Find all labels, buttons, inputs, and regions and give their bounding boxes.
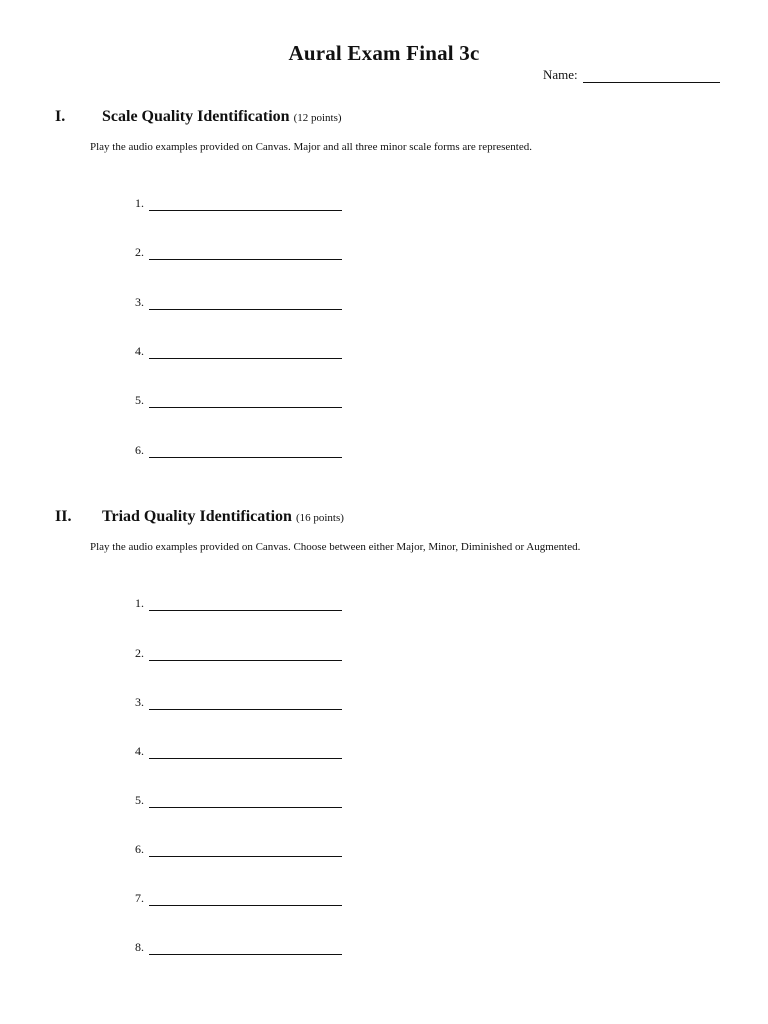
answer-number: 6. xyxy=(135,842,144,856)
page-title: Aural Exam Final 3c xyxy=(288,41,480,65)
answer-item xyxy=(135,890,342,906)
answer-number: 2. xyxy=(135,245,144,259)
answer-item xyxy=(135,694,342,710)
name-field-row xyxy=(543,67,720,83)
answer-blank[interactable] xyxy=(149,445,342,458)
answer-blank[interactable] xyxy=(149,942,342,955)
section-instructions-2: Play the audio examples provided on Canvas. Choose between either Major, Minor, Diminished or Augmented. xyxy=(90,541,581,553)
answer-blank[interactable] xyxy=(149,844,342,857)
answer-item xyxy=(135,442,342,458)
section-title: Triad Quality Identification xyxy=(102,508,292,525)
answer-number: 6. xyxy=(135,443,144,457)
answer-item xyxy=(135,595,342,611)
answer-item xyxy=(135,645,342,661)
answer-blank[interactable] xyxy=(149,297,342,310)
answer-number: 5. xyxy=(135,793,144,807)
section-points: (12 points) xyxy=(293,112,342,124)
name-label: Name: xyxy=(543,67,578,82)
answer-item xyxy=(135,939,342,955)
answer-number: 2. xyxy=(135,646,144,660)
answer-blank[interactable] xyxy=(149,346,342,359)
answer-blank[interactable] xyxy=(149,746,342,759)
answer-blank[interactable] xyxy=(149,648,342,661)
answer-blank[interactable] xyxy=(149,395,342,408)
answer-number: 1. xyxy=(135,196,144,210)
answer-item xyxy=(135,792,342,808)
section-heading-2 xyxy=(55,508,344,526)
answer-item xyxy=(135,244,342,260)
section-numeral: II. xyxy=(55,508,72,525)
name-field[interactable] xyxy=(583,69,720,83)
section-heading-1 xyxy=(55,108,342,126)
answer-item xyxy=(135,841,342,857)
answer-number: 3. xyxy=(135,695,144,709)
answer-number: 4. xyxy=(135,744,144,758)
answer-item xyxy=(135,392,342,408)
answer-item xyxy=(135,195,342,211)
answer-item xyxy=(135,294,342,310)
answer-number: 3. xyxy=(135,295,144,309)
section-numeral: I. xyxy=(55,108,66,125)
answer-item xyxy=(135,343,342,359)
answer-blank[interactable] xyxy=(149,795,342,808)
answer-number: 4. xyxy=(135,344,144,358)
answer-blank[interactable] xyxy=(149,697,342,710)
answer-number: 5. xyxy=(135,393,144,407)
answer-number: 7. xyxy=(135,891,144,905)
section-instructions-1: Play the audio examples provided on Canvas. Major and all three minor scale forms are represented. xyxy=(90,141,532,153)
section-points: (16 points) xyxy=(295,512,344,524)
answer-number: 1. xyxy=(135,596,144,610)
section-title: Scale Quality Identification xyxy=(102,108,290,125)
answer-blank[interactable] xyxy=(149,198,342,211)
answer-item xyxy=(135,743,342,759)
answer-blank[interactable] xyxy=(149,247,342,260)
answer-blank[interactable] xyxy=(149,598,342,611)
answer-number: 8. xyxy=(135,940,144,954)
answer-blank[interactable] xyxy=(149,893,342,906)
